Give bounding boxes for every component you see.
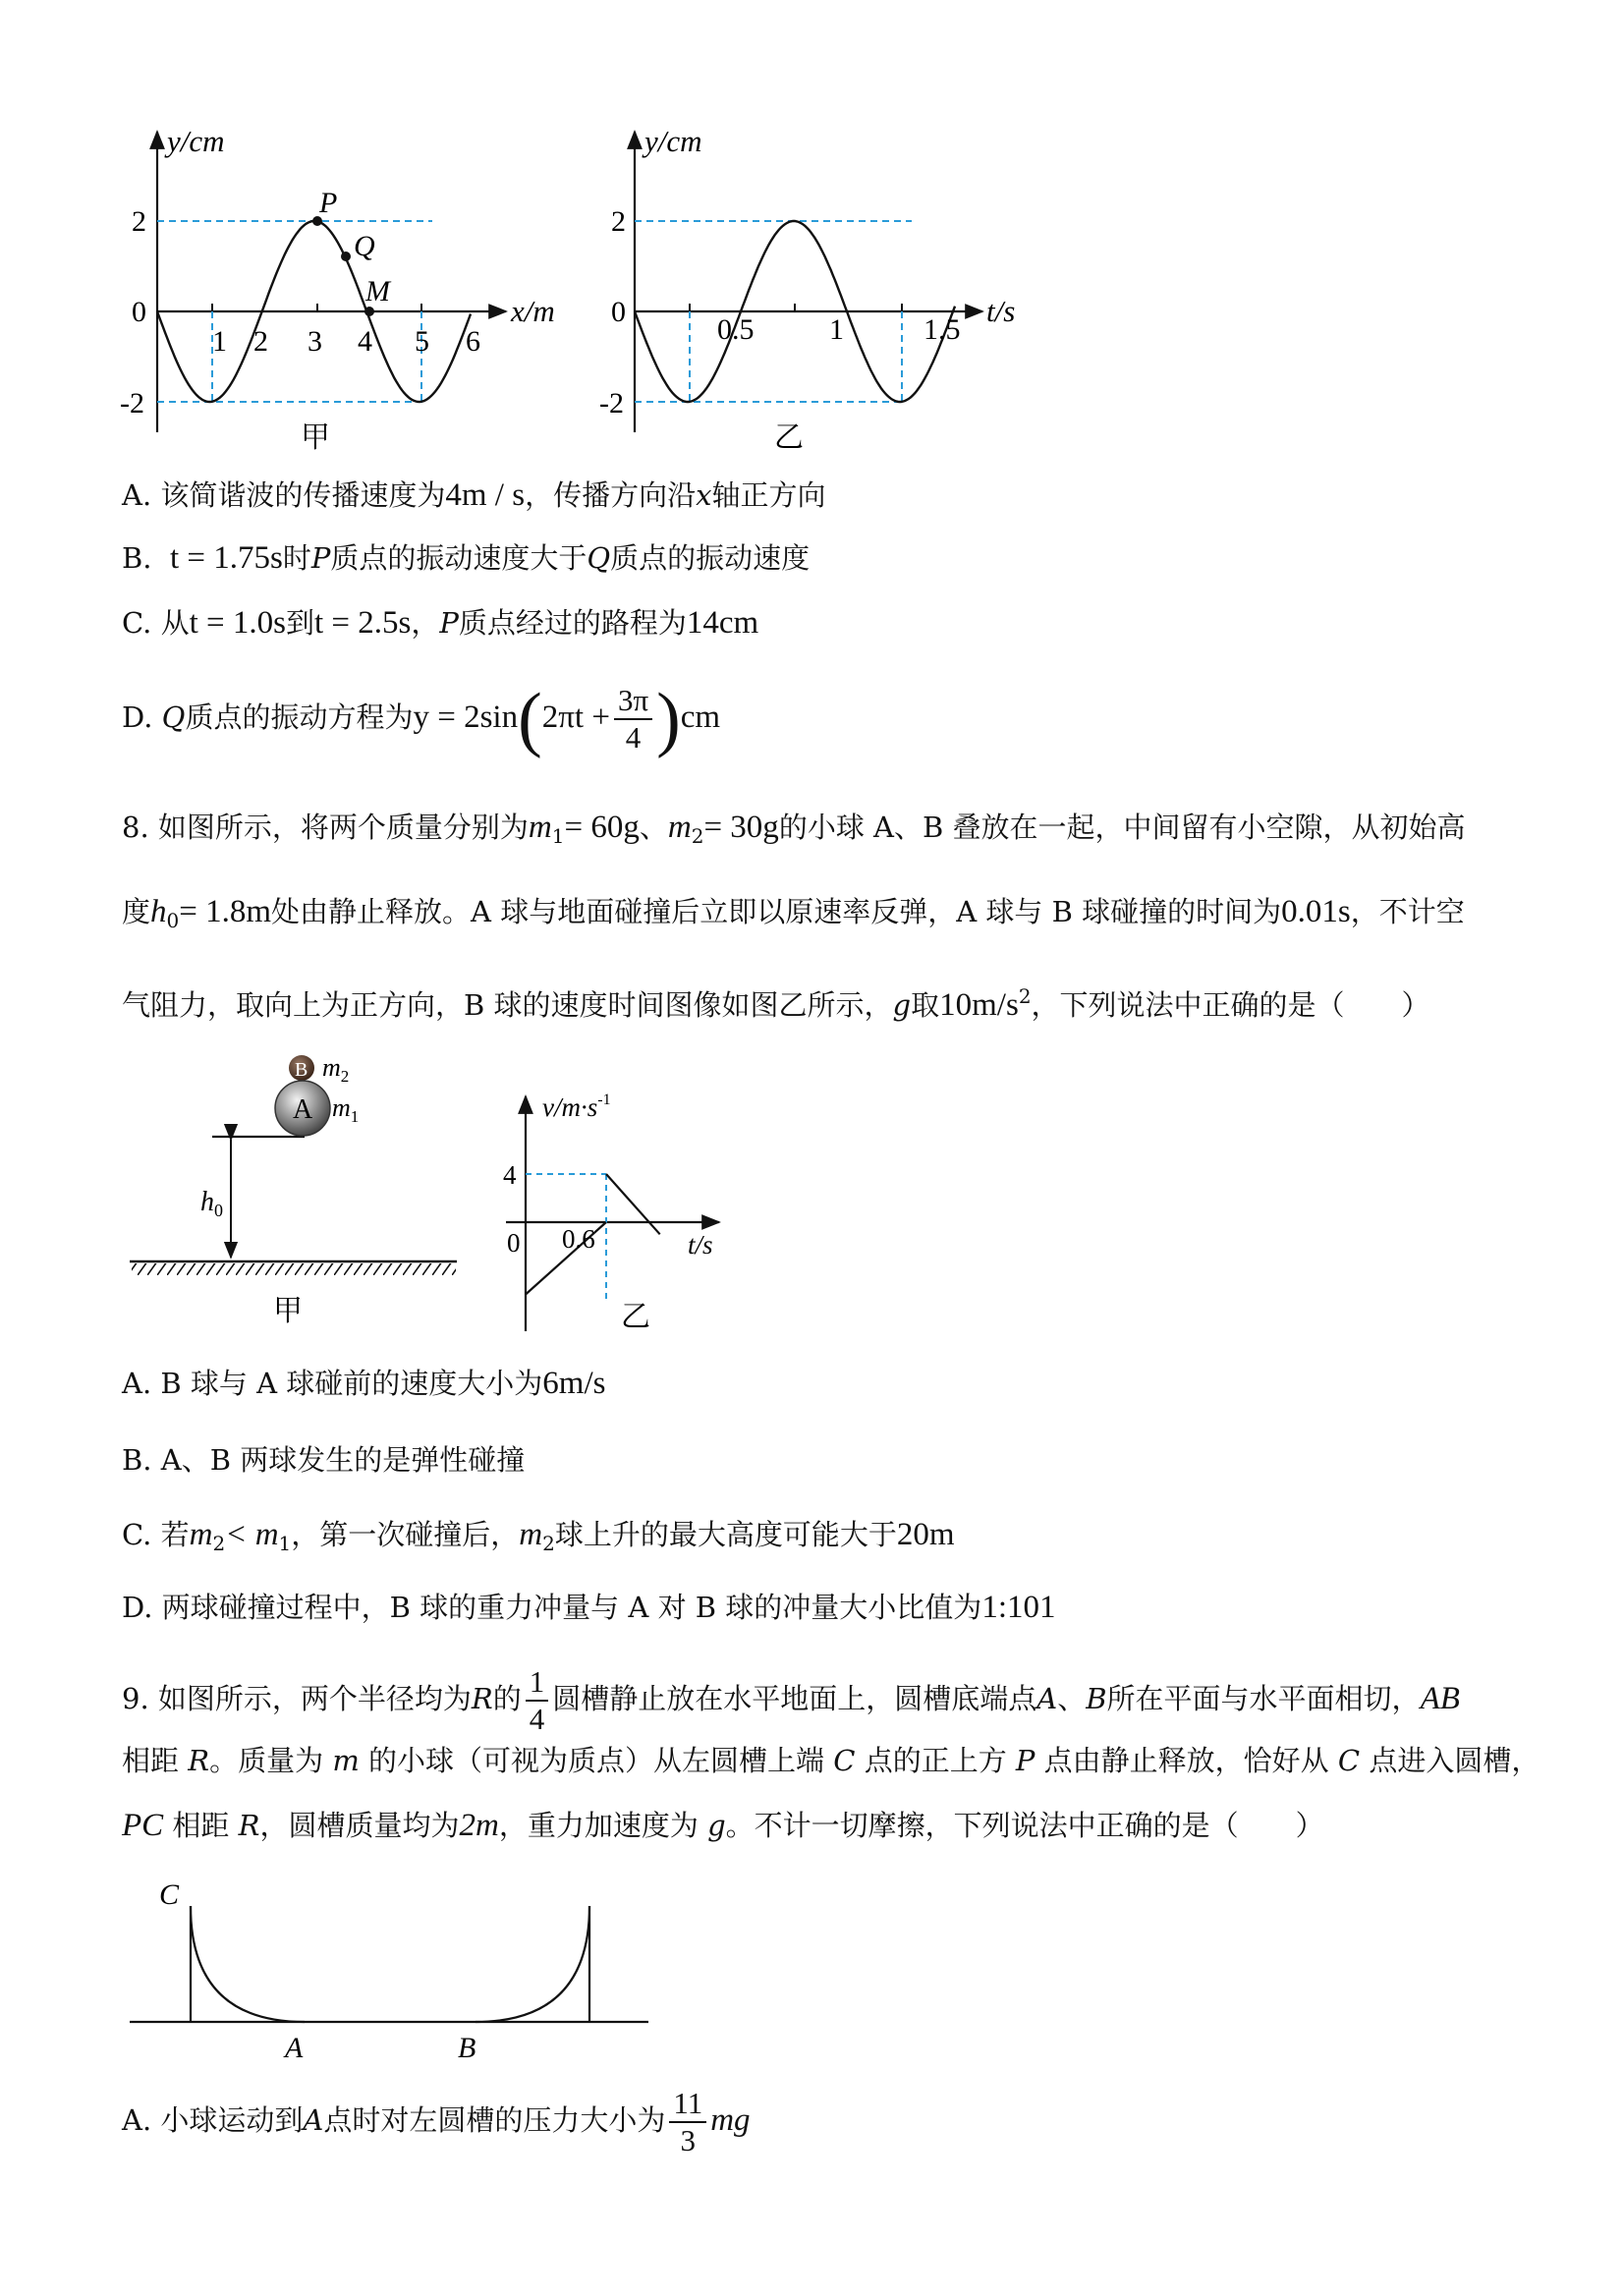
caption-yi: 乙 — [774, 421, 804, 454]
q9-quarter — [526, 1664, 549, 1737]
x-axis-label-yi: t/s — [986, 294, 1016, 328]
t-tick-yi-1: 1 — [829, 313, 844, 346]
y-axis-label-jia: y/cm — [167, 124, 225, 158]
q9-l3-mid: 相距 — [172, 1809, 230, 1842]
q9-l1-mid2: 圆槽静止放在水平地面上，圆槽底端点 — [552, 1682, 1037, 1715]
q9-l1-post: 所在平面与水平面相切， — [1106, 1682, 1421, 1715]
q9-l2-mid: 。质量为 — [209, 1744, 324, 1777]
q9-a-point: A — [303, 2103, 324, 2137]
groove-figure — [118, 1876, 668, 2073]
q9-c: C — [833, 1744, 856, 1777]
q8-c-mid2: 球上升的最大高度可能大于 — [554, 1518, 897, 1551]
q7-d-mid: 质点的振动方程为 — [185, 700, 414, 734]
t-tick-yi-05: 0.5 — [717, 313, 755, 346]
q7-d-rparen: ) — [656, 679, 681, 759]
q8-m2-eq: = 30g — [703, 810, 779, 845]
q9-a-fraction — [669, 2086, 706, 2158]
fig-jia-balls — [130, 1053, 457, 1327]
wave-graph-jia — [120, 124, 555, 454]
ball-a-label: A — [293, 1094, 313, 1125]
q8-l3-post: ，下列说法中正确的是（ ） — [1031, 988, 1430, 1022]
q9-pc: PC — [122, 1808, 164, 1843]
q8-h0-sub: 0 — [166, 909, 180, 932]
q9-l2-post2: 点进入圆槽， — [1369, 1744, 1540, 1777]
q9-r3: R — [238, 1809, 260, 1842]
y-top-tick-jia: 2 — [132, 205, 146, 238]
q8-m1-eq: = 60g — [564, 810, 640, 845]
y-zero-tick-jia: 0 — [132, 296, 146, 328]
q9-a-num: 11 — [669, 2086, 706, 2123]
t-axis-label: t/s — [688, 1230, 713, 1260]
q8-m2-sub: 2 — [691, 824, 704, 848]
y-axis-label-yi: y/cm — [644, 124, 702, 158]
q9-quarter-den: 4 — [529, 1702, 545, 1736]
q9-ab: AB — [1420, 1681, 1460, 1716]
q7-b-pre: B. — [122, 541, 152, 575]
q7-a-x: x — [696, 478, 712, 512]
q9-p: P — [1015, 1744, 1035, 1777]
y-bottom-tick-jia: -2 — [120, 387, 144, 420]
q9-l1-pre: 9. 如图所示，两个半径均为 — [122, 1682, 472, 1715]
x-tick-jia-2: 2 — [253, 325, 268, 358]
point-a-label: A — [285, 2032, 304, 2064]
q9-r2: R — [188, 1744, 210, 1777]
q8-l3-mid: 取 — [911, 988, 940, 1022]
q7-c-path: 14cm — [686, 605, 759, 641]
q7-d-inner: 2πt + — [541, 700, 610, 735]
point-q-label: Q — [354, 230, 375, 262]
q8-m2-sym: m — [667, 810, 692, 845]
caption-q8-jia: 甲 — [273, 1295, 303, 1327]
q9-a-den: 3 — [680, 2123, 697, 2157]
x-axis-label-jia: x/m — [511, 294, 555, 328]
q7-a-mid: ，传播方向沿 — [525, 478, 697, 512]
q8-m1-sym: m — [528, 810, 552, 845]
q8-h0-sym: h — [150, 894, 167, 929]
q8-l2-mid: 处由静止释放。A 球与地面碰撞后立即以原速率反弹，A 球与 B 球碰撞的时间为 — [271, 895, 1282, 928]
q8-g-val: 10 — [939, 987, 973, 1023]
point-c-label: C — [159, 1878, 180, 1911]
q8-stem-line3 — [122, 977, 1430, 1025]
q7-d-lparen: ( — [518, 679, 542, 759]
wave-graph-yi — [599, 124, 1015, 454]
groove-diagram — [130, 1878, 648, 2064]
q8-c-cond: < m — [225, 1517, 279, 1552]
q8-stem-line2 — [122, 892, 1465, 940]
m2-label: $m_2$ — [322, 1053, 350, 1086]
q8-h0-eq: = 1.8m — [179, 894, 272, 929]
q9-mass: 2m — [459, 1808, 499, 1843]
q8-l3-pre: 气阻力，取向上为正方向，B 球的速度时间图像如图乙所示， — [122, 988, 893, 1022]
vt-line-after — [606, 1174, 660, 1234]
q7-b-post: 质点的振动速度 — [610, 541, 811, 575]
q9-stem-line2 — [122, 1741, 1539, 1780]
q8-c-val: 20m — [896, 1517, 955, 1552]
q7-c-p: P — [439, 606, 459, 640]
q9-l2-mid3: 点的正上方 — [864, 1744, 1007, 1777]
q8-option-a — [122, 1364, 605, 1403]
q8-a-pre: A. B 球与 A 球碰前的速度大小为 — [122, 1367, 543, 1400]
q9-a: A — [1036, 1682, 1058, 1715]
origin-0: 0 — [507, 1228, 521, 1258]
q8-option-c — [122, 1515, 955, 1563]
q8-b-text: B. A、B 两球发生的是弹性碰撞 — [122, 1443, 526, 1477]
q9-l1-mid: 的 — [492, 1682, 522, 1715]
q9-b: B — [1086, 1682, 1107, 1715]
q8-l2-pre: 度 — [122, 895, 151, 928]
q8-c-pre: C. 若 — [122, 1518, 190, 1551]
q7-a-pre: A. 该简谐波的传播速度为 — [122, 478, 446, 512]
q9-stem-line3 — [122, 1806, 1324, 1845]
point-m-dot — [364, 307, 374, 316]
q9-l2-pre: 相距 — [122, 1744, 180, 1777]
q9-l3-post: 。不计一切摩擦，下列说法中正确的是（ ） — [725, 1809, 1324, 1842]
q8-sep: 、 — [639, 811, 668, 844]
y-bottom-tick-yi: -2 — [599, 387, 624, 420]
q7-d-den: 4 — [625, 720, 642, 755]
v-tick-4: 4 — [503, 1160, 517, 1190]
q9-c2: C — [1337, 1744, 1361, 1777]
q8-c-m2: m — [189, 1517, 213, 1552]
q8-c-m2b-sub: 2 — [542, 1532, 555, 1555]
q8-g: g — [892, 988, 912, 1022]
q7-b-q: Q — [587, 541, 611, 575]
q7-c-mid3: 质点经过的路程为 — [458, 606, 687, 640]
x-tick-jia-3: 3 — [308, 325, 322, 358]
m1-label: $m_1$ — [332, 1093, 360, 1126]
q9-a-mid: 点时对左圆槽的压力大小为 — [323, 2103, 666, 2137]
q9-stem-line1 — [122, 1664, 1460, 1737]
q8-l1-post: 的小球 A、B 叠放在一起，中间留有小空隙，从初始高 — [778, 811, 1466, 844]
q9-r: R — [471, 1682, 493, 1715]
q7-option-c — [122, 603, 758, 643]
x-tick-jia-5: 5 — [415, 325, 429, 358]
t-tick-06: 0.6 — [562, 1224, 595, 1254]
caption-jia: 甲 — [301, 421, 330, 454]
point-p-label: P — [319, 187, 338, 219]
q8-option-b — [122, 1440, 525, 1480]
q9-a-mg: mg — [710, 2102, 751, 2138]
point-m-label: M — [365, 275, 390, 308]
q7-c-mid: 到 — [285, 606, 314, 640]
q7-d-fraction — [614, 683, 652, 756]
q8-d-pre: D. 两球碰撞过程中，B 球的重力冲量与 A 对 B 球的冲量大小比值为 — [122, 1591, 982, 1624]
y-zero-tick-yi: 0 — [611, 296, 626, 328]
wave-figure — [118, 118, 1061, 462]
q9-l3-mid3: ，重力加速度为 — [498, 1809, 699, 1842]
h0-label: $h_0$ — [200, 1187, 223, 1220]
caption-q8-yi: 乙 — [621, 1301, 650, 1333]
q8-m1-sub: 1 — [551, 824, 565, 848]
q8-l1-pre: 8. 如图所示，将两个质量分别为 — [122, 811, 529, 844]
q9-sep: 、 — [1057, 1682, 1087, 1715]
q7-b-mid: 时 — [282, 541, 311, 575]
q7-d-unit: cm — [680, 700, 721, 735]
q7-d-y: y = 2sin — [413, 700, 519, 735]
q7-d-num: 3π — [614, 683, 652, 720]
point-b-label: B — [458, 2032, 476, 2064]
collision-figure — [118, 1041, 747, 1336]
q8-l2-post: ，不计空 — [1350, 895, 1465, 928]
point-q-dot — [341, 252, 351, 261]
t-tick-yi-15: 1.5 — [923, 313, 961, 346]
q9-quarter-num: 1 — [526, 1664, 549, 1702]
q9-l3-mid2: ，圆槽质量均为 — [259, 1809, 460, 1842]
q7-a-speed: 4m / s — [445, 477, 526, 513]
q7-option-a — [122, 476, 825, 515]
q8-c-m2-sub: 2 — [212, 1532, 226, 1555]
q7-b-time: t = 1.75s — [169, 540, 283, 576]
x-tick-jia-1: 1 — [212, 325, 227, 358]
q8-g-unit: m/s — [972, 987, 1019, 1023]
q8-c-m1-sub: 1 — [278, 1532, 292, 1555]
ball-b-label: B — [295, 1059, 308, 1081]
q8-option-d — [122, 1588, 1055, 1627]
x-tick-jia-6: 6 — [466, 325, 480, 358]
x-tick-jia-4: 4 — [358, 325, 372, 358]
q9-g: g — [707, 1809, 726, 1842]
q9-a-pre: A. 小球运动到 — [122, 2103, 304, 2137]
q7-c-t1: t = 1.0s — [189, 605, 286, 641]
q7-option-d — [122, 678, 721, 759]
q8-c-mid: ，第一次碰撞后， — [291, 1518, 520, 1551]
q7-d-q: Q — [161, 700, 186, 734]
q7-c-mid2: ， — [411, 606, 440, 640]
q8-stem-line1 — [122, 808, 1466, 856]
q8-g-exp: 2 — [1018, 984, 1032, 1008]
y-top-tick-yi: 2 — [611, 205, 626, 238]
q9-option-a — [122, 2081, 751, 2159]
q7-b-p: P — [310, 541, 331, 575]
q9-l2-mid2: 的小球（可视为质点）从左圆槽上端 — [368, 1744, 825, 1777]
fig-yi-vt-graph — [503, 1092, 719, 1333]
v-axis-label: $v/m\cdot s^{-1}$ — [542, 1092, 611, 1122]
q8-d-val: 1:101 — [981, 1590, 1056, 1625]
q7-option-b — [122, 538, 810, 578]
q9-l2-post: 点由静止释放，恰好从 — [1043, 1744, 1329, 1777]
q8-c-m2b: m — [519, 1517, 543, 1552]
q8-a-val: 6m/s — [542, 1366, 606, 1401]
q9-m: m — [332, 1744, 360, 1777]
q7-c-pre: C. 从 — [122, 606, 190, 640]
q7-d-pre: D. — [122, 700, 153, 734]
q7-a-post: 轴正方向 — [711, 478, 826, 512]
q7-c-t2: t = 2.5s — [313, 605, 412, 641]
q7-b-mid2: 质点的振动速度大于 — [330, 541, 588, 575]
q8-l2-t: 0.01s — [1281, 894, 1351, 929]
